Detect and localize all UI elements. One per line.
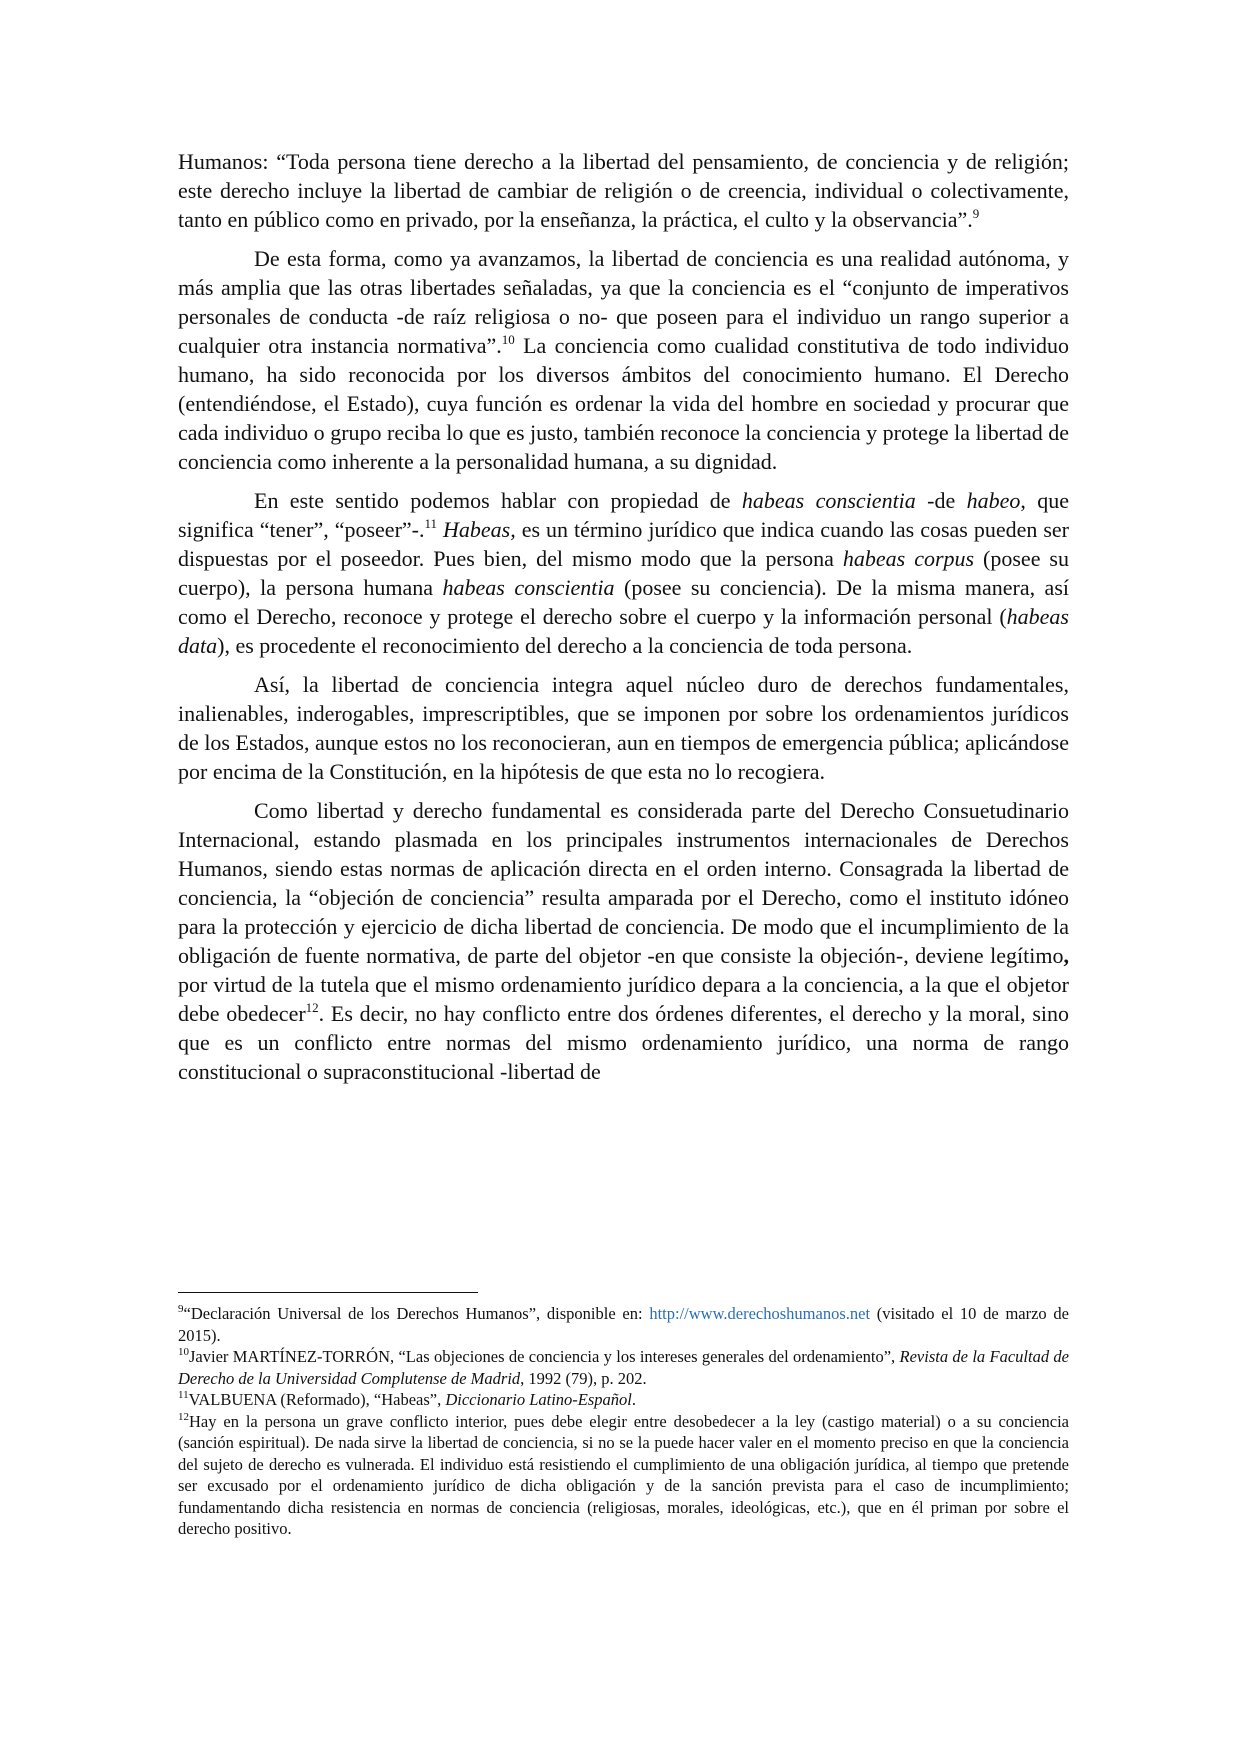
footnote-separator [178,1292,478,1293]
footnote-ref: 10 [501,332,515,347]
paragraph [178,244,1069,476]
footnote-ref: 11 [178,1389,189,1401]
text-run: ), es procedente el reconocimiento del derecho a la conciencia de toda persona. [217,633,913,658]
footnote [178,1346,1069,1389]
text-run: VALBUENA (Reformado), “Habeas”, [188,1390,446,1409]
italic-text: Diccionario Latino-Español [445,1390,632,1409]
italic-text: habeas conscientia [741,488,916,513]
text-run: (visitado el 10 de marzo de 2015). [178,1304,1069,1345]
italic-text: habeo [966,488,1021,513]
text-run: “Declaración Universal de los Derechos Humanos”, disponible en: [183,1304,650,1323]
footnote [178,1303,1069,1346]
footnote-ref: 9 [972,206,980,221]
body-text [178,147,1069,1086]
footnote-ref: 10 [178,1346,189,1358]
text-run: Hay en la persona un grave conflicto interior, pues debe elegir entre desobedecer a la ley (castigo material) o a su conciencia (sanción espiritual). De nada sirve la libertad de conciencia, si no se la puede hacer valer en el momento preciso en que la conciencia del sujeto de derecho es vulnerada. El individuo está resistiendo el cumplimiento de una obligación jurídica, al tiempo que pretende ser excusado por el ordenamiento jurídico de dicha obligación y de la sanción prevista para el caso de incumplimiento; fundamentando dicha resistencia en normas de conciencia (religiosas, morales, ideológicas, etc.), que en él priman por sobre el derecho positivo. [178,1411,1069,1538]
text-run: es un término jurídico que indica cuando las cosas pueden ser dispuestas por el poseedor. Pues bien, del mismo modo que la persona [178,517,1069,571]
text-run: . [631,1390,637,1409]
text-run: Como libertad y derecho fundamental es considerada parte del Derecho Consuetudinario Internacional, estando plasmada en los principales instrumentos internacionales de Derechos Humanos, siendo estas normas de aplicación directa en el orden interno. Consagrada la libertad de conciencia, la “objeción de conciencia” resulta amparada por el Derecho, como el instituto idóneo para la protección y ejercicio de dicha libertad de conciencia. De modo que el incumplimiento de la obligación de fuente normativa, de parte del objetor -en que consiste la objeción-, deviene legítimo [178,798,1069,968]
text-run: Humanos: “Toda persona tiene derecho a la libertad del pensamiento, de conciencia y de religión; este derecho incluye la libertad de cambiar de religión o de creencia, individual o colectivamente, tanto en público como en privado, por la enseñanza, la práctica, el culto y la observancia”. [178,149,1069,232]
text-run: (posee su cuerpo), la persona humana [178,546,1069,600]
paragraph [178,486,1069,660]
paragraph [178,670,1069,786]
italic-text: habeas corpus [842,546,975,571]
footnote-ref: 11 [424,516,438,531]
footnote-link[interactable]: http://www.derechoshumanos.net [649,1304,871,1323]
footnote [178,1411,1069,1540]
text-run: . Es decir, no hay conflicto entre dos órdenes diferentes, el derecho y la moral, sino que es un conflicto entre normas del mismo ordenamiento jurídico, una norma de rango constitucional o supraconstitucional -libertad de [178,1001,1069,1084]
text-run: De esta forma, como ya avanzamos, la libertad de conciencia es una realidad autónoma, y más amplia que las otras libertades señaladas, ya que la conciencia es el “conjunto de imperativos personales de conducta -de raíz religiosa o no- que poseen para el individuo un rango superior a cualquier otra instancia normativa”. [178,246,1069,358]
text-run: por virtud de la tutela que el mismo ordenamiento jurídico depara a la conciencia, a la que el objetor debe obedecer [178,972,1069,1026]
paragraph [178,796,1069,1086]
bold-text: , [1063,943,1069,968]
footnote [178,1389,1069,1411]
footnote-ref: 12 [178,1410,189,1423]
text-run: En este sentido podemos hablar con propiedad de [254,488,742,513]
text-run: , 1992 (79), p. 202. [520,1368,647,1388]
text-run: , que significa “tener”, “poseer”-. [178,488,1069,542]
italic-text: habeas data [178,604,1069,658]
text-run: -de [915,488,967,513]
italic-text: Revista de la Facultad de Derecho de la Universidad Complutense de Madrid [178,1347,1069,1388]
italic-text: Habeas, [443,517,516,542]
text-run: Javier MARTÍNEZ-TORRÓN, “Las objeciones de conciencia y los intereses generales del ordenamiento”, [189,1347,900,1366]
footnote-ref: 9 [178,1303,184,1315]
paragraph [178,147,1069,234]
text-run: (posee su conciencia). De la misma manera, así como el Derecho, reconoce y protege el derecho sobre el cuerpo y la información personal ( [178,575,1070,629]
footnote-ref: 12 [305,1000,319,1015]
text-run: Así, la libertad de conciencia integra aquel núcleo duro de derechos fundamentales, inalienables, inderogables, imprescriptibles, que se imponen por sobre los ordenamientos jurídicos de los Estados, aunque estos no los reconocieran, aun en tiempos de emergencia pública; aplicándose por encima de la Constitución, en la hipótesis de que esta no lo recogiera. [178,672,1069,784]
footnotes [178,1303,1069,1540]
italic-text: habeas conscientia [442,575,615,600]
text-run: La conciencia como cualidad constitutiva de todo individuo humano, ha sido reconocida por los diversos ámbitos del conocimiento humano. El Derecho (entendiéndose, el Estado), cuya función es ordenar la vida del hombre en sociedad y procurar que cada individuo o grupo reciba lo que es justo, también reconoce la conciencia y protege la libertad de conciencia como inherente a la personalidad humana, a su dignidad. [178,333,1069,474]
